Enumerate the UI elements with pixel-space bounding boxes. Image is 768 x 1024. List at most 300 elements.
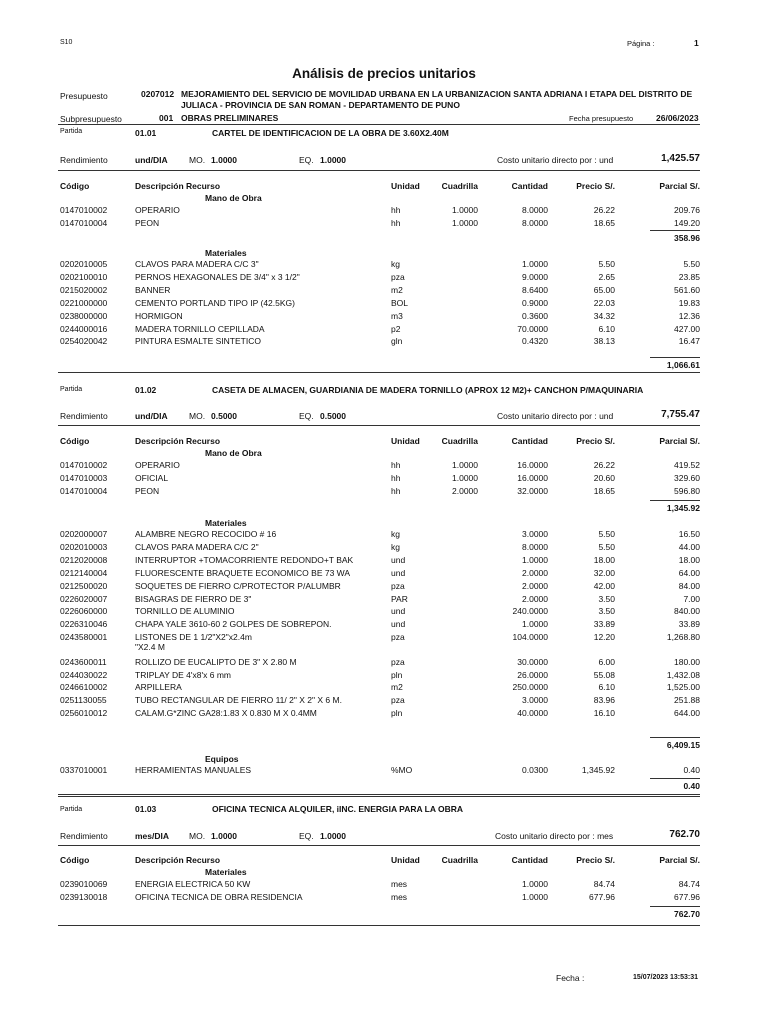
materiales-total: 762.70 [674,909,700,919]
resource-parcial: 33.89 [678,619,700,630]
col-descripcion: Descripción Recurso [135,436,221,446]
resource-parcial: 1,525.00 [666,682,700,693]
mo-label: MO. [189,155,206,165]
resource-precio: 34.32 [593,310,615,321]
table-row [58,486,700,497]
resource-precio: 6.10 [598,323,615,334]
resource-cuadrilla: 2.0000 [452,485,478,496]
costo-unitario: 762.70 [669,829,700,840]
costo-label: Costo unitario directo por : mes [495,831,614,841]
resource-code: 0239130018 [60,891,108,902]
resource-description: PEON [135,217,160,228]
col-cuadrilla: Cuadrilla [441,436,478,446]
eq-value: 1.0000 [320,155,346,165]
resource-description: ARPILLERA [135,682,182,693]
resource-code: 0226060000 [60,606,108,617]
table-row [58,205,700,216]
resource-parcial: 149.20 [674,217,700,228]
resource-precio: 55.08 [593,669,615,680]
rendimiento-label: Rendimiento [60,411,108,421]
resource-parcial: 427.00 [674,323,700,334]
resource-parcial: 23.85 [678,271,700,282]
page-number: 1 [694,38,699,48]
column-headers [58,181,700,192]
resource-precio: 3.50 [598,606,615,617]
resource-cantidad: 0.9000 [522,297,548,308]
resource-cantidad: 30.0000 [517,656,548,667]
resource-description: CALAM.G*ZINC GA28:1.83 X 0.830 M X 0.4MM [135,708,317,719]
resource-parcial: 18.00 [678,554,700,565]
resource-code: 0238000000 [60,310,108,321]
partida-label: Partida [60,386,83,393]
resource-description: PEON [135,485,160,496]
partida-code: 01.01 [135,128,157,138]
resource-code: 0244000016 [60,323,108,334]
resource-precio: 16.10 [593,708,615,719]
resource-cantidad: 2.0000 [522,593,548,604]
resource-parcial: 64.00 [678,567,700,578]
resource-precio: 18.65 [593,217,615,228]
table-row [58,695,700,706]
table-row [58,259,700,270]
col-cantidad: Cantidad [511,181,548,191]
mo-value: 0.5000 [211,411,237,421]
resource-parcial: 44.00 [678,541,700,552]
resource-cantidad: 0.0300 [522,765,548,775]
subtotal-line [650,230,700,231]
fecha-impresion: 15/07/2023 13:53:31 [633,974,698,981]
resource-parcial: 209.76 [674,205,700,215]
resource-unit: pza [391,580,405,591]
col-descripcion: Descripción Recurso [135,855,221,865]
resource-precio: 38.13 [593,336,615,347]
table-row [58,272,700,283]
group-title-materiales: Materiales [205,248,247,258]
partida-label: Partida [60,128,83,135]
col-cantidad: Cantidad [511,855,548,865]
table-row-continuation [58,642,700,653]
table-row [58,285,700,296]
resource-code: 0147010002 [60,205,108,215]
resource-precio: 84.74 [593,879,615,889]
resource-precio: 33.89 [593,619,615,630]
resource-parcial: 840.00 [674,606,700,617]
group-title-mano-obra: Mano de Obra [205,448,262,458]
resource-cantidad: 0.3600 [522,310,548,321]
group-title-equipos: Equipos [205,754,239,764]
resource-description: CLAVOS PARA MADERA C/C 3" [135,259,259,269]
divider [58,845,700,846]
resource-description: CHAPA YALE 3610-60 2 GOLPES DE SOBREPON. [135,619,332,630]
resource-unit: hh [391,205,401,215]
resource-cantidad: 1.0000 [522,259,548,269]
resource-precio: 677.96 [589,891,615,902]
resource-unit: und [391,567,406,578]
resource-cantidad: 16.0000 [517,460,548,470]
resource-unit: mes [391,891,408,902]
subtotal-line [650,357,700,358]
subtotal-line [650,778,700,779]
resource-description: OPERARIO [135,205,180,215]
resource-code: 0337010001 [60,765,108,775]
resource-precio: 1,345.92 [581,765,615,775]
group-title-materiales: Materiales [205,518,247,528]
resource-description: TORNILLO DE ALUMINIO [135,606,235,617]
resource-code: 0202010003 [60,541,108,552]
eq-label: EQ. [299,831,314,841]
resource-description: PERNOS HEXAGONALES DE 3/4" x 3 1/2" [135,271,300,282]
resource-unit: m2 [391,682,403,693]
table-row [58,670,700,681]
subtotal-line [650,737,700,738]
col-unidad: Unidad [391,181,420,191]
resource-code: 0212020008 [60,554,108,565]
resource-precio: 18.65 [593,485,615,496]
resource-unit: m3 [391,310,403,321]
resource-precio: 65.00 [593,284,615,295]
col-codigo: Código [60,436,90,446]
table-row [58,594,700,605]
costo-unitario: 7,755.47 [661,409,700,420]
resource-precio: 18.00 [593,554,615,565]
resource-cuadrilla: 1.0000 [452,472,478,483]
resource-unit: hh [391,217,401,228]
col-parcial: Parcial S/. [659,855,700,865]
resource-parcial: 84.00 [678,580,700,591]
col-codigo: Código [60,855,90,865]
partida-name: OFICINA TECNICA ALQUILER, iINC. ENERGIA PARA LA OBRA [212,804,464,814]
col-parcial: Parcial S/. [659,181,700,191]
resource-cantidad: 250.0000 [512,682,548,693]
resource-parcial: 16.50 [678,529,700,539]
resource-description: TUBO RECTANGULAR DE FIERRO 11/ 2" X 2" X 6 M. [135,695,342,706]
table-row [58,460,700,471]
resource-description: HERRAMIENTAS MANUALES [135,765,252,775]
resource-precio: 2.65 [598,271,615,282]
rendimiento-unit: und/DIA [135,411,168,421]
page-label: Página : [627,39,655,48]
table-row [58,542,700,553]
resource-code: 0256010012 [60,708,108,719]
resource-parcial: 16.47 [678,336,700,347]
table-row [58,581,700,592]
resource-cantidad: 1.0000 [522,879,548,889]
col-precio: Precio S/. [576,181,615,191]
col-unidad: Unidad [391,436,420,446]
table-row [58,568,700,579]
resource-cantidad: 240.0000 [512,606,548,617]
resource-code: 0202000007 [60,529,108,539]
presupuesto-code: 0207012 [141,89,175,99]
col-cuadrilla: Cuadrilla [441,855,478,865]
resource-code: 0226310046 [60,619,108,630]
materiales-total: 1,066.61 [666,360,700,370]
col-descripcion: Descripción Recurso [135,181,221,191]
resource-code: 0212500020 [60,580,108,591]
resource-unit: und [391,554,406,565]
resource-unit: hh [391,485,401,496]
resource-parcial: 251.88 [674,695,700,706]
resource-description: BANNER [135,284,171,295]
resource-description: SOQUETES DE FIERRO C/PROTECTOR P/ALUMBR [135,580,341,591]
resource-description: BISAGRAS DE FIERRO DE 3" [135,593,252,604]
resource-description: ENERGIA ELECTRICA 50 KW [135,879,251,889]
col-parcial: Parcial S/. [659,436,700,446]
resource-code: 0202100010 [60,271,108,282]
rendimiento-unit: und/DIA [135,155,168,165]
resource-cuadrilla: 1.0000 [452,217,478,228]
resource-parcial: 19.83 [678,297,700,308]
resource-code: 0212140004 [60,567,108,578]
col-cantidad: Cantidad [511,436,548,446]
resource-parcial: 644.00 [674,708,700,719]
subtotal-line [650,500,700,501]
resource-unit: %MO [391,765,413,775]
resource-code: 0244030022 [60,669,108,680]
group-title-mano-obra: Mano de Obra [205,193,262,203]
partida-end-divider [58,372,700,373]
resource-parcial: 1,432.08 [666,669,700,680]
fecha-label: Fecha : [556,973,585,983]
resource-code: 0246610002 [60,682,108,693]
subpresupuesto-name: OBRAS PRELIMINARES [181,113,279,123]
table-row [58,765,700,776]
subtotal-line [650,906,700,907]
resource-unit: kg [391,541,400,552]
resource-code: 0147010004 [60,485,108,496]
resource-parcial: 7.00 [683,593,700,604]
costo-unitario: 1,425.57 [661,153,700,164]
resource-cantidad: 32.0000 [517,485,548,496]
resource-code: 0215020002 [60,284,108,295]
resource-precio: 6.10 [598,682,615,693]
resource-code: 0226020007 [60,593,108,604]
mo-value: 1.0000 [211,155,237,165]
resource-cantidad: 70.0000 [517,323,548,334]
fecha-presupuesto-label: Fecha presupuesto [569,114,634,123]
resource-unit: und [391,619,406,630]
resource-parcial: 596.80 [674,485,700,496]
resource-unit: p2 [391,323,401,334]
resource-code: 0243580001 [60,632,108,643]
resource-description: FLUORESCENTE BRAQUETE ECONOMICO BE 73 WA [135,567,351,578]
resource-code: 0254020042 [60,336,108,347]
resource-precio: 12.20 [593,632,615,643]
resource-code: 0147010002 [60,460,108,470]
col-unidad: Unidad [391,855,420,865]
partida-end-divider [58,794,700,797]
col-precio: Precio S/. [576,855,615,865]
resource-parcial: 419.52 [674,460,700,470]
table-row [58,879,700,890]
resource-precio: 83.96 [593,695,615,706]
resource-precio: 3.50 [598,593,615,604]
resource-description: OFICIAL [135,472,169,483]
resource-unit: mes [391,879,408,889]
resource-unit: pza [391,632,405,643]
resource-description: MADERA TORNILLO CEPILLADA [135,323,265,334]
resource-precio: 26.22 [593,460,615,470]
resource-description: INTERRUPTOR +TOMACORRIENTE REDONDO+T BAK [135,554,354,565]
resource-cantidad: 3.0000 [522,695,548,706]
mo-value: 1.0000 [211,831,237,841]
resource-cantidad: 1.0000 [522,619,548,630]
resource-cantidad: 8.6400 [522,284,548,295]
table-row [58,606,700,617]
resource-cantidad: 16.0000 [517,472,548,483]
resource-description: HORMIGON [135,310,183,321]
resource-cantidad: 2.0000 [522,580,548,591]
col-precio: Precio S/. [576,436,615,446]
mano-obra-total: 1,345.92 [666,503,700,513]
resource-code: 0202010005 [60,259,108,269]
eq-label: EQ. [299,155,314,165]
divider [58,425,700,426]
resource-cantidad: 8.0000 [522,205,548,215]
resource-parcial: 180.00 [674,656,700,667]
resource-precio: 32.00 [593,567,615,578]
eq-value: 0.5000 [320,411,346,421]
system-code: S10 [60,39,73,46]
column-headers [58,855,700,866]
resource-parcial: 12.36 [678,310,700,321]
page-title: Análisis de precios unitarios [292,66,476,81]
resource-parcial: 0.40 [683,765,700,775]
resource-precio: 26.22 [593,205,615,215]
table-row [58,324,700,335]
resource-cantidad: 104.0000 [512,632,548,643]
resource-unit: pln [391,669,403,680]
resource-unit: PAR [391,593,408,604]
resource-description: TRIPLAY DE 4'x8'x 6 mm [135,669,231,680]
group-title-materiales: Materiales [205,867,247,877]
mano-obra-total: 358.96 [674,233,700,243]
resource-cantidad: 26.0000 [517,669,548,680]
rendimiento-unit: mes/DIA [135,831,170,841]
resource-cantidad: 1.0000 [522,891,548,902]
col-codigo: Código [60,181,90,191]
presupuesto-name-line1: MEJORAMIENTO DEL SERVICIO DE MOVILIDAD URBANA EN LA URBANIZACION SANTA ADRIANA I ETAPA DEL DISTRITO DE [181,89,693,99]
resource-code: 0147010003 [60,472,108,483]
resource-unit: hh [391,460,401,470]
column-headers [58,436,700,447]
table-row [58,529,700,540]
resource-precio: 5.50 [598,259,615,269]
resource-cantidad: 40.0000 [517,708,548,719]
resource-description: LISTONES DE 1 1/2"X2"x2.4m [135,632,252,643]
table-row [58,657,700,668]
equipos-total: 0.40 [683,781,700,791]
resource-unit: BOL [391,297,409,308]
fecha-presupuesto: 26/06/2023 [656,113,699,123]
resource-code: 0251130055 [60,695,107,706]
resource-cantidad: 0.4320 [522,336,548,347]
partida-label: Partida [60,806,83,813]
resource-unit: kg [391,529,400,539]
resource-unit: m2 [391,284,403,295]
rendimiento-label: Rendimiento [60,155,108,165]
divider [58,170,700,171]
resource-precio: 5.50 [598,529,615,539]
resource-unit: pza [391,271,405,282]
resource-unit: und [391,606,406,617]
resource-parcial: 329.60 [674,472,700,483]
resource-cuadrilla: 1.0000 [452,205,478,215]
table-row [58,298,700,309]
resource-description: OPERARIO [135,460,180,470]
table-row [58,218,700,229]
header-divider [58,124,700,125]
table-row [58,619,700,630]
resource-description: ALAMBRE NEGRO RECOCIDO # 16 [135,529,277,539]
resource-unit: hh [391,472,401,483]
costo-label: Costo unitario directo por : und [497,155,614,165]
presupuesto-label: Presupuesto [60,91,108,101]
table-row [58,555,700,566]
table-row [58,336,700,347]
resource-parcial: 677.96 [674,891,700,902]
resource-description-cont: "X2.4 M [135,642,165,653]
mo-label: MO. [189,831,206,841]
resource-cantidad: 1.0000 [522,554,548,565]
table-row [58,708,700,719]
resource-unit: kg [391,259,400,269]
resource-parcial: 1,268.80 [666,632,700,643]
resource-parcial: 5.50 [683,259,700,269]
resource-description: CEMENTO PORTLAND TIPO IP (42.5KG) [135,297,295,308]
eq-label: EQ. [299,411,314,421]
table-row [58,682,700,693]
costo-label: Costo unitario directo por : und [497,411,614,421]
resource-cantidad: 2.0000 [522,567,548,578]
resource-unit: pza [391,656,405,667]
resource-unit: pln [391,708,403,719]
resource-description: CLAVOS PARA MADERA C/C 2" [135,541,259,552]
resource-description: PINTURA ESMALTE SINTETICO [135,336,261,347]
resource-precio: 6.00 [598,656,615,667]
resource-unit: pza [391,695,405,706]
mo-label: MO. [189,411,206,421]
subpresupuesto-code: 001 [159,113,174,123]
table-row [58,311,700,322]
resource-cantidad: 3.0000 [522,529,548,539]
resource-parcial: 84.74 [678,879,700,889]
resource-cantidad: 9.0000 [522,271,548,282]
resource-parcial: 561.60 [674,284,700,295]
eq-value: 1.0000 [320,831,346,841]
partida-name: CASETA DE ALMACEN, GUARDIANIA DE MADERA TORNILLO (APROX 12 M2)+ CANCHON P/MAQUINARIA [212,385,644,395]
resource-cantidad: 8.0000 [522,541,548,552]
presupuesto-name-line2: JULIACA - PROVINCIA DE SAN ROMAN - DEPARTAMENTO DE PUNO [181,100,460,110]
resource-code: 0239010069 [60,879,108,889]
resource-precio: 5.50 [598,541,615,552]
resource-description: ROLLIZO DE EUCALIPTO DE 3" X 2.80 M [135,656,297,667]
materiales-total: 6,409.15 [666,740,700,750]
partida-code: 01.03 [135,804,157,814]
resource-precio: 22.03 [593,297,615,308]
resource-description: OFICINA TECNICA DE OBRA RESIDENCIA [135,891,303,902]
resource-cantidad: 8.0000 [522,217,548,228]
col-cuadrilla: Cuadrilla [441,181,478,191]
resource-precio: 42.00 [593,580,615,591]
table-row [58,892,700,903]
partida-end-divider [58,925,700,926]
resource-unit: gln [391,336,403,347]
resource-code: 0243600011 [60,656,107,667]
partida-code: 01.02 [135,385,157,395]
partida-name: CARTEL DE IDENTIFICACION DE LA OBRA DE 3.60X2.40M [212,128,449,138]
resource-code: 0147010004 [60,217,108,228]
